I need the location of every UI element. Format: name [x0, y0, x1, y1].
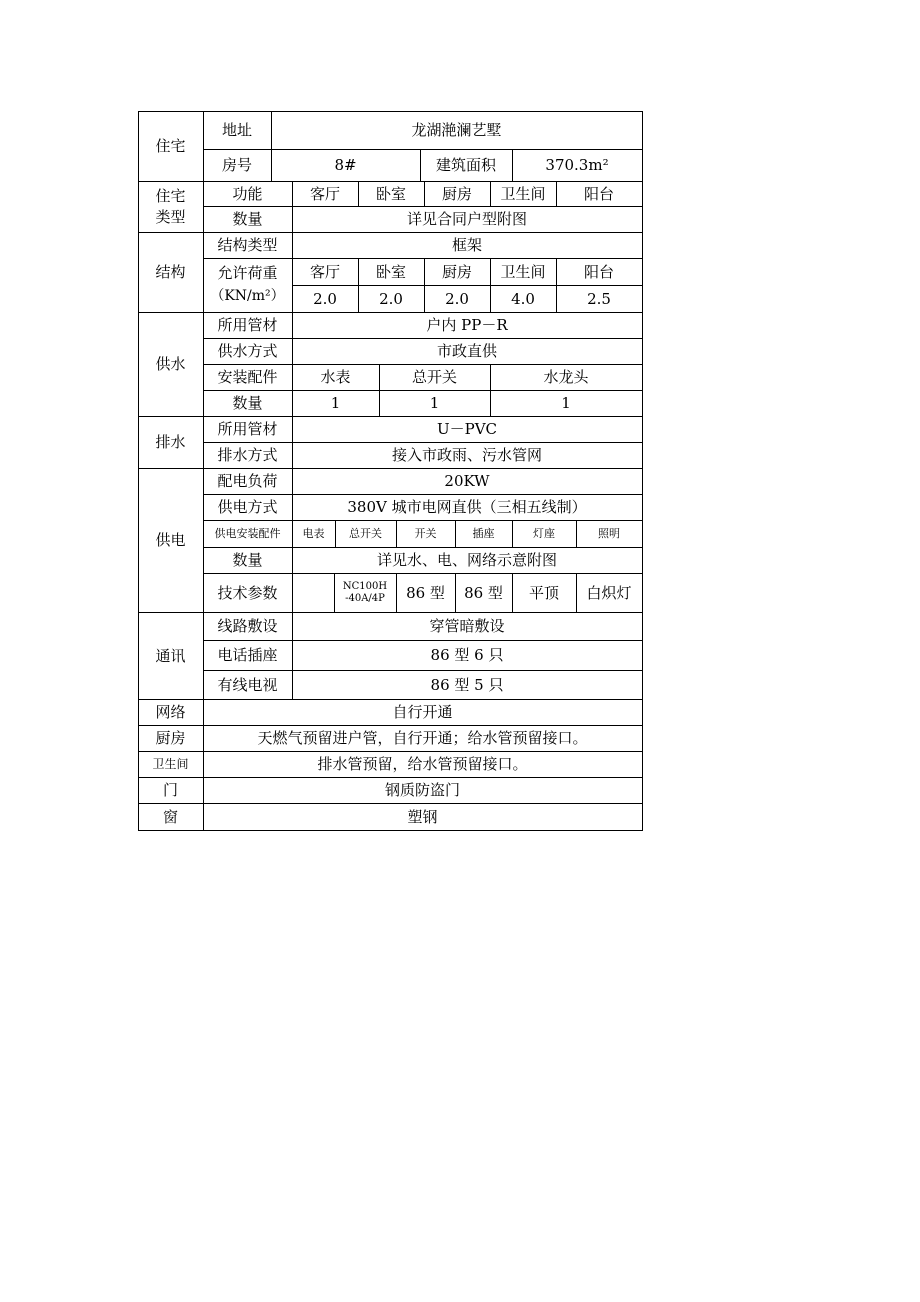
room-kitchen: 厨房 [441, 184, 472, 203]
telecom-section-label: 通讯 [155, 646, 186, 665]
load-room-kitchen: 厨房 [441, 262, 472, 281]
power-method-label: 供电方式 [217, 498, 278, 516]
fitting-socket: 插座 [472, 526, 495, 540]
power-quantity-value: 详见水、电、网络示意附图 [376, 551, 557, 569]
door-value: 钢质防盗门 [384, 781, 460, 799]
fitting-lamp-holder: 灯座 [533, 526, 555, 540]
power-load-label: 配电负荷 [217, 472, 278, 490]
power-fittings-label: 供电安装配件 [214, 526, 281, 540]
cable-tv-value: 86 型 5 只 [430, 675, 504, 694]
water-method-value: 市政直供 [436, 342, 497, 360]
spec-lighting: 白炽灯 [586, 583, 632, 602]
room-bathroom: 卫生间 [500, 184, 546, 203]
drain-method-label: 排水方式 [217, 446, 278, 464]
qty-main-valve: 1 [429, 394, 440, 412]
room-living: 客厅 [309, 184, 340, 203]
network-label: 网络 [155, 703, 186, 721]
drain-pipe-label: 所用管材 [217, 420, 278, 438]
fitting-lighting: 照明 [598, 526, 620, 540]
fitting-water-meter: 水表 [320, 368, 351, 386]
network-value: 自行开通 [392, 703, 453, 721]
spec-breaker-model: NC100H [342, 581, 388, 592]
phone-socket-label: 电话插座 [217, 646, 278, 664]
cable-tv-label: 有线电视 [217, 675, 278, 694]
spec-socket: 86 型 [464, 583, 503, 602]
fitting-faucet: 水龙头 [543, 368, 589, 386]
power-quantity-label: 数量 [232, 551, 263, 569]
water-pipe-label: 所用管材 [217, 316, 278, 334]
phone-socket-value: 86 型 6 只 [430, 646, 504, 664]
power-load-value: 20KW [444, 472, 490, 490]
bathroom-value: 排水管预留，给水管预留接口。 [317, 755, 528, 773]
fitting-electric-meter: 电表 [302, 526, 325, 540]
housing-quantity-label: 数量 [232, 210, 263, 228]
tech-spec-label: 技术参数 [217, 583, 278, 602]
room-number-value: 8# [334, 156, 357, 174]
load-room-bathroom: 卫生间 [500, 262, 546, 281]
kitchen-label: 厨房 [155, 729, 186, 747]
water-pipe-value: 户内 PP－R [426, 316, 508, 334]
water-supply-section-label: 供水 [155, 355, 186, 373]
wiring-label: 线路敷设 [217, 617, 278, 635]
structure-section-label: 结构 [155, 263, 186, 281]
power-method-value: 380V 城市电网直供（三相五线制） [347, 498, 587, 516]
room-balcony: 阳台 [583, 184, 614, 203]
drain-pipe-value: U－PVC [436, 420, 498, 438]
water-fittings-label: 安装配件 [217, 368, 278, 386]
load-room-bedroom: 卧室 [375, 262, 406, 281]
room-bedroom: 卧室 [375, 184, 406, 203]
allowed-load-unit: （KN/m²） [210, 287, 285, 304]
spec-breaker-rating: -40A/4P [345, 592, 385, 604]
kitchen-value: 天燃气预留进户管，自行开通；给水管预留接口。 [257, 729, 588, 747]
structure-type-value: 框架 [451, 236, 482, 254]
spec-electric-meter [292, 573, 334, 612]
floor-area-value: 370.3m² [545, 156, 609, 174]
floor-area-label: 建筑面积 [435, 156, 496, 174]
allowed-load-label: 允许荷重 [217, 264, 278, 282]
spec-lamp-holder: 平顶 [528, 583, 559, 602]
function-label: 功能 [232, 184, 263, 203]
load-value-living: 2.0 [313, 289, 337, 308]
drain-method-value: 接入市政雨、污水管网 [391, 446, 542, 464]
spec-main-switch [334, 573, 396, 612]
structure-type-label: 结构类型 [217, 236, 278, 254]
window-value: 塑钢 [407, 807, 438, 826]
power-section-label: 供电 [155, 531, 186, 549]
load-room-balcony: 阳台 [583, 262, 614, 281]
water-quantity-label: 数量 [232, 394, 263, 412]
address-value: 龙湖滟澜艺墅 [411, 121, 502, 139]
fitting-main-valve: 总开关 [411, 368, 457, 386]
load-value-bathroom: 4.0 [511, 289, 535, 308]
address-label: 地址 [221, 121, 252, 139]
fitting-switch: 开关 [414, 526, 437, 540]
housing-section-label: 住宅 [155, 137, 186, 155]
drainage-section-label: 排水 [155, 433, 186, 451]
room-number-label: 房号 [221, 156, 252, 174]
fitting-main-switch: 总开关 [349, 526, 382, 540]
load-value-kitchen: 2.0 [445, 289, 469, 308]
door-label: 门 [162, 781, 178, 799]
qty-faucet: 1 [561, 394, 571, 412]
load-value-balcony: 2.5 [587, 289, 611, 308]
qty-water-meter: 1 [330, 394, 341, 412]
load-room-living: 客厅 [309, 262, 340, 281]
wiring-value: 穿管暗敷设 [429, 617, 505, 635]
load-value-bedroom: 2.0 [379, 289, 403, 308]
water-method-label: 供水方式 [217, 342, 278, 360]
bathroom-label: 卫生间 [152, 756, 189, 771]
window-label: 窗 [162, 807, 178, 826]
housing-type-section-label: 住宅类型 [155, 187, 186, 226]
spec-switch: 86 型 [406, 583, 445, 602]
housing-quantity-value: 详见合同户型附图 [406, 210, 527, 228]
